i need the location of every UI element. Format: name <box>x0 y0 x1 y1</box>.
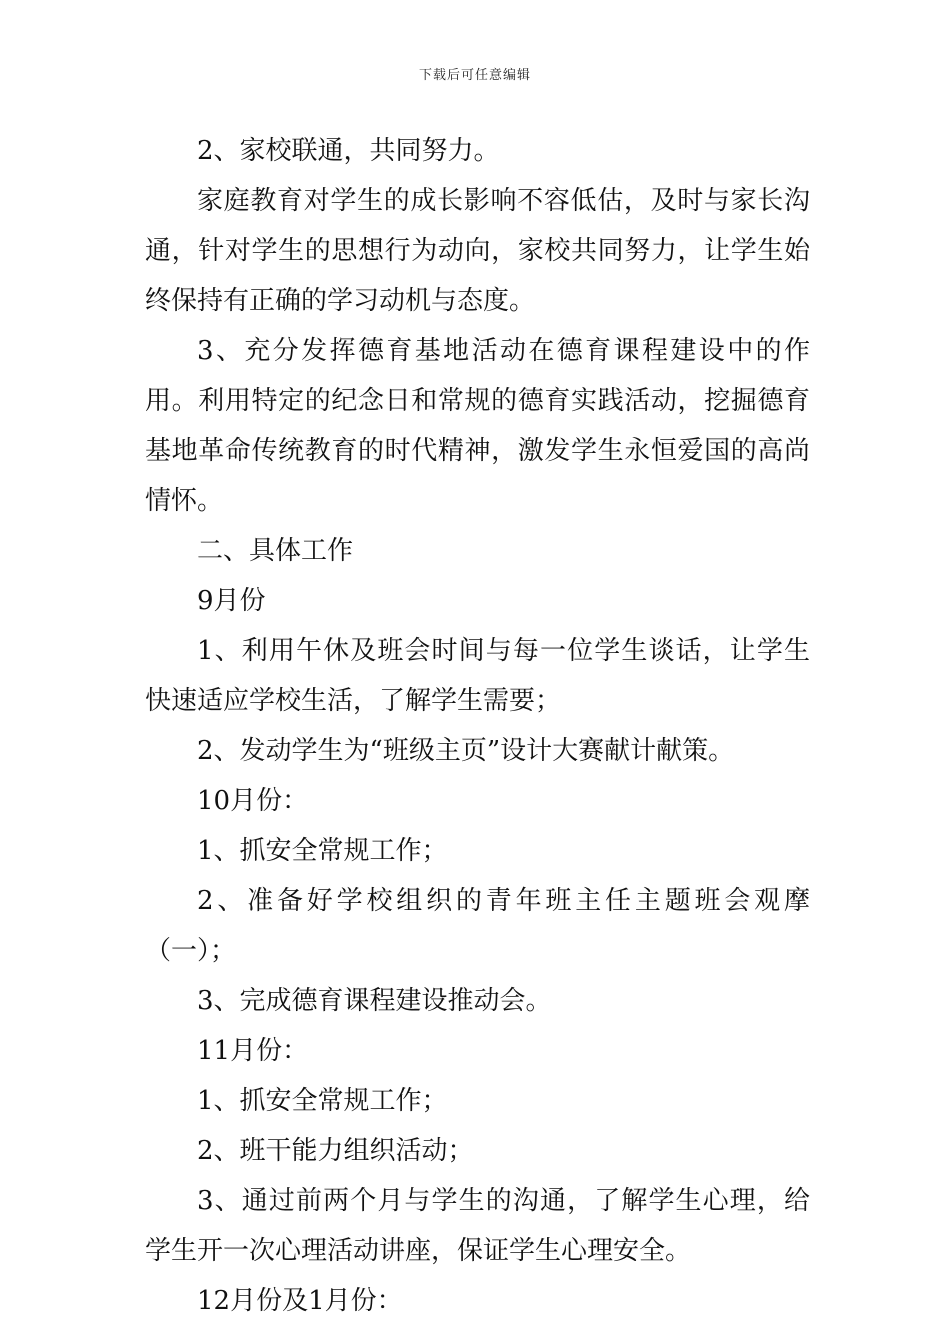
section-heading-specific-work: 二、具体工作 <box>197 536 354 566</box>
list-item: 1、利用午休及班会时间与每一位学生谈话，让学生快速适应学校生活，了解学生需要； <box>145 636 810 716</box>
document-body <box>145 126 810 1326</box>
list-item: 2、发动学生为“班级主页”设计大赛献计献策。 <box>197 736 735 766</box>
list-item: 3、完成德育课程建设推动会。 <box>197 986 552 1016</box>
paragraph-moral-base: 3、充分发挥德育基地活动在德育课程建设中的作用。利用特定的纪念日和常规的德育实践活动，挖掘德育基地革命传统教育的时代精神，激发学生永恒爱国的高尚情怀。 <box>145 336 810 516</box>
list-item: 1、抓安全常规工作； <box>197 836 448 866</box>
page-header: 下载后可任意编辑 <box>418 68 531 83</box>
list-item: 2、准备好学校组织的青年班主任主题班会观摩（一）； <box>145 886 810 966</box>
paragraph-home-school: 2、家校联通，共同努力。 <box>197 136 500 166</box>
list-item: 2、班干能力组织活动； <box>197 1136 474 1166</box>
paragraph-family-education: 家庭教育对学生的成长影响不容低估，及时与家长沟通，针对学生的思想行为动向，家校共同努力，让学生始终保持有正确的学习动机与态度。 <box>145 186 810 316</box>
list-item: 3、通过前两个月与学生的沟通，了解学生心理，给学生开一次心理活动讲座，保证学生心理安全。 <box>145 1186 810 1266</box>
month-heading-september: 9月份 <box>197 586 266 616</box>
month-heading-november: 11月份： <box>197 1036 309 1066</box>
month-heading-december-january: 12月份及1月份： <box>197 1286 403 1316</box>
list-item: 1、抓安全常规工作； <box>197 1086 448 1116</box>
month-heading-october: 10月份： <box>197 786 309 816</box>
